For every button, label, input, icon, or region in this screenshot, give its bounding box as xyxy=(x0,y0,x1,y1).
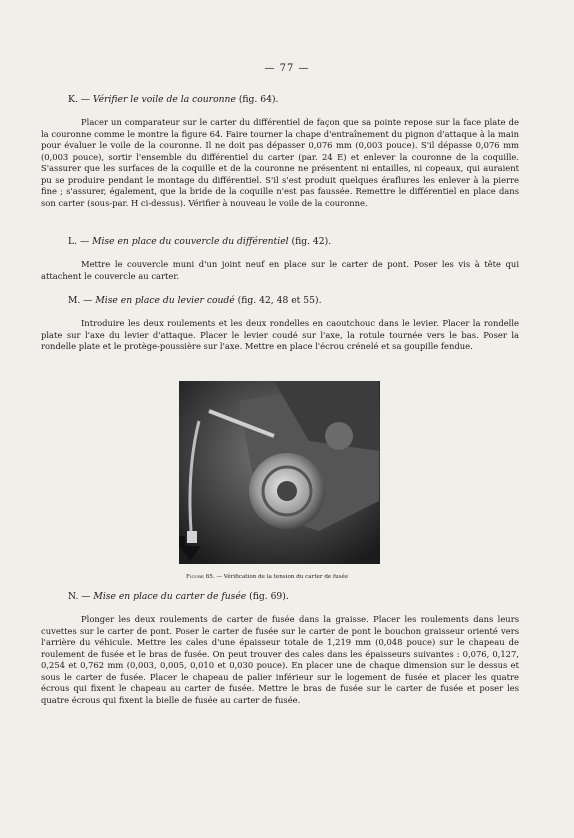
section-m-ref: (fig. 42, 48 et 55). xyxy=(237,295,322,306)
section-k-letter: K. — xyxy=(68,94,90,105)
figure-caption-text: — Vérification de la tension du carter de fusée xyxy=(216,574,349,580)
section-k-paragraph: Placer un comparateur sur le carter du différentiel de façon que sa pointe repose sur la face plate de la couronne comme le montre la figure 64. Faire tourner la chape d'entraînement du pignon d'attaque à la main pour évaluer le voile de la couronne. Il ne doit pas dépasser 0,076 mm (0,003 pouce). S'il dépasse 0,076 mm (0,003 pouce), sortir l'ensemble du différentiel du carter (par. 24 E) et enlever la couronne de la coquille. S'assurer que les surfaces de la coquille et de la couronne ne présentent ni entailles, ni copeaux, qui auraient pu se produire pendant le montage du différentiel. S'il s'est produit quelques éraflures les enlever à la pierre fine ; s'assurer, également, que la bride de la coquille n'est pas faussée. Remettre le différentiel en place dans son carter (sous-par. H ci-dessus). Vérifier à nouveau le voile de la couronne. xyxy=(41,117,519,208)
section-l-letter: L. — xyxy=(68,236,90,247)
section-l-ref: (fig. 42). xyxy=(291,236,332,247)
section-n-title: Mise en place du carter de fusée xyxy=(93,591,247,602)
section-l-paragraph: Mettre le couvercle muni d'un joint neuf en place sur le carter de pont. Poser les vis à tête qui attachent le couvercle au carter. xyxy=(41,259,519,281)
section-m-letter: M. — xyxy=(68,295,93,306)
section-k-ref: (fig. 64). xyxy=(238,94,279,105)
section-n-ref: (fig. 69). xyxy=(249,591,289,602)
section-k-heading xyxy=(68,94,278,105)
differential-photo-illustration xyxy=(179,381,380,564)
section-n-paragraph: Plonger les deux roulements de carter de fusée dans la graisse. Placer les roulements dans leurs cuvettes sur le carter de pont. Poser le carter de fusée sur le carter de pont le bouchon graisseur orienté vers l'arrière du véhicule. Mettre les cales d'une épaisseur totale de 1,219 mm (0,048 pouce) sur le chapeau de roulement de fusée et le bras de fusée. On peut trouver des cales dans les épaisseurs suivantes : 0,076, 0,127, 0,254 et 0,762 mm (0,003, 0,005, 0,010 et 0,030 pouce). En placer une de chaque dimension sur le dessus et sous le carter de fusée. Placer le chapeau de palier inférieur sur le logement de fusée et placer les quatre écrous qui fixent le chapeau au carter de fusée. Mettre le bras de fusée sur le carter de fusée et poser les quatre écrous qui fixent la bielle de fusée au carter de fusée. xyxy=(41,614,519,705)
figure-label: Figure 65. xyxy=(186,574,215,580)
section-m-title: Mise en place du levier coudé xyxy=(95,295,235,306)
figure-65-photo xyxy=(179,381,380,564)
section-m-heading xyxy=(68,295,322,306)
section-n-letter: N. — xyxy=(68,591,91,602)
figure-65-caption xyxy=(186,574,348,580)
section-l-heading xyxy=(68,236,331,247)
section-m-paragraph: Introduire les deux roulements et les deux rondelles en caoutchouc dans le levier. Placer la rondelle plate sur l'axe du levier d'attaque. Placer le levier coudé sur l'axe, la rotule tournée vers le bas. Poser la rondelle plate et le protège-poussière sur l'axe. Mettre en place l'écrou crénelé et sa goupille fendue. xyxy=(41,318,519,351)
section-n-heading xyxy=(68,591,289,602)
section-l-title: Mise en place du couvercle du différentiel xyxy=(92,236,289,247)
section-k-title: Vérifier le voile de la couronne xyxy=(92,94,236,105)
page-number: — 77 — xyxy=(264,63,310,74)
